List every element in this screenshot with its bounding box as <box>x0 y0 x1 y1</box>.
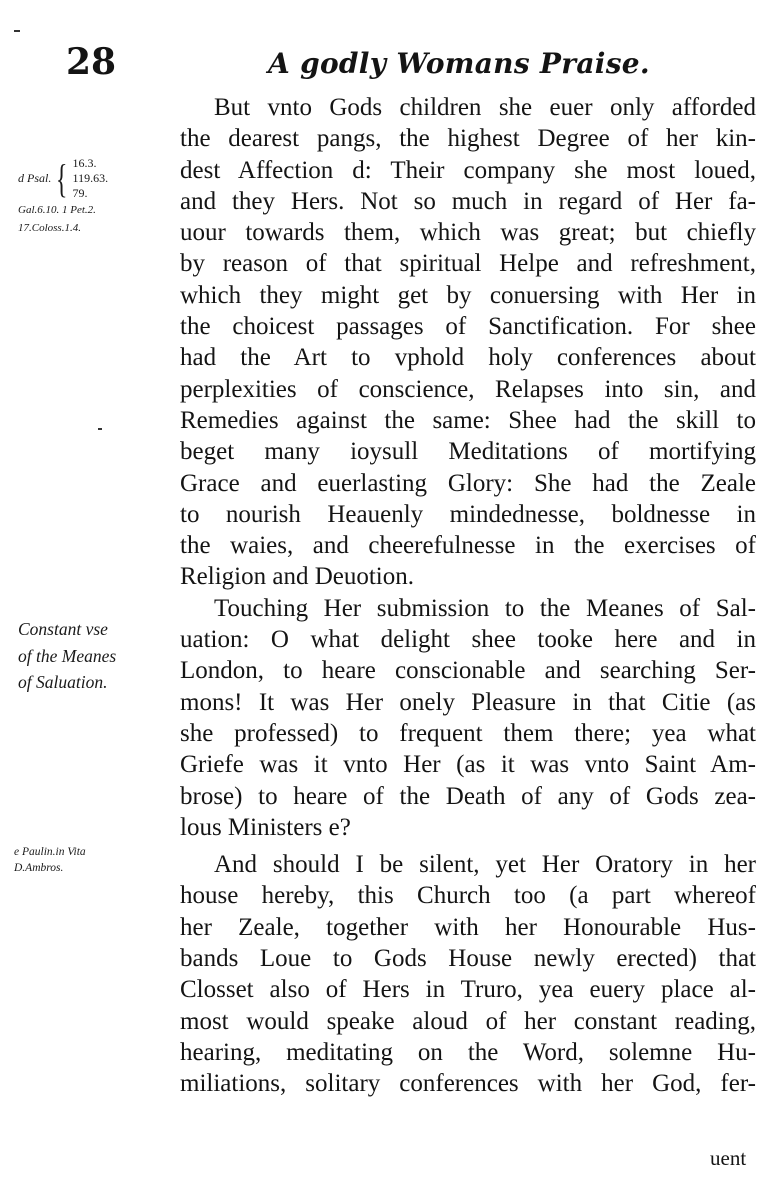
margin-note-line: D.Ambros. <box>14 862 64 874</box>
text-line: brose) to heare of the Death of any of Gods zea- <box>180 782 756 810</box>
brace-glyph: { <box>56 155 68 201</box>
paragraph-1 <box>180 92 756 593</box>
text-line: had the Art to vphold holy conferences about <box>180 344 756 372</box>
print-mark <box>14 30 20 32</box>
text-line: the dearest pangs, the highest Degree of her kin- <box>180 125 756 153</box>
psalm-ref: 79. <box>72 186 88 200</box>
margin-note-line: 17.Coloss.1.4. <box>18 222 81 234</box>
text-line: Religion and Deuotion. <box>180 563 414 591</box>
text-line: she professed) to frequent them there; yea what <box>180 719 756 747</box>
text-line: And should I be silent, yet Her Oratory in her <box>214 851 756 879</box>
text-line: beget many ioysull Meditations of mortifying <box>180 438 756 466</box>
text-line: hearing, meditating on the Word, solemne Hu- <box>180 1038 756 1066</box>
text-line: most would speake aloud of her constant reading, <box>180 1007 756 1035</box>
text-line: the waies, and cheerefulnesse in the exercises of <box>180 532 756 560</box>
text-line: her Zeale, together with her Honourable Hus- <box>180 913 756 941</box>
text-line: perplexities of conscience, Relapses into sin, and <box>180 375 756 403</box>
side-heading-line: of the Meanes <box>18 645 117 666</box>
margin-note-line: Gal.6.10. 1 Pet.2. <box>18 204 96 216</box>
text-line: Touching Her submission to the Meanes of Sal- <box>214 594 756 622</box>
text-line: uour towards them, which was great; but chiefly <box>180 219 756 247</box>
margin-note-e <box>14 844 86 876</box>
text-line: But vnto Gods children she euer only afforded <box>214 94 756 121</box>
text-line: house hereby, this Church too (a part whereof <box>180 882 756 910</box>
psalm-refs <box>73 156 109 201</box>
text-line: and they Hers. Not so much in regard of Her fa- <box>180 187 756 215</box>
psalm-ref: 119.63. <box>72 171 109 185</box>
text-line: to nourish Heauenly mindednesse, boldnesse in <box>180 500 756 528</box>
text-line: miliations, solitary conferences with her God, fer- <box>180 1070 756 1098</box>
margin-note-d <box>18 156 108 237</box>
text-line: Griefe was it vnto Her (as it was vnto Saint Am- <box>180 751 756 779</box>
psalm-reference-group <box>18 156 108 201</box>
body-text <box>180 92 756 1100</box>
psalm-label: d Psal. <box>18 171 52 185</box>
side-heading-line: of Saluation. <box>18 672 108 692</box>
text-line: uation: O what delight shee tooke here and in <box>180 626 756 654</box>
paragraph-3 <box>180 849 756 1099</box>
text-line: London, to heare conscionable and searching Ser- <box>180 657 756 685</box>
text-line: lous Ministers e? <box>180 813 351 841</box>
text-line: mons! It was Her onely Pleasure in that Citie (as <box>180 688 756 716</box>
text-line: Grace and euerlasting Glory: She had the Zeale <box>180 469 756 497</box>
text-line: the choicest passages of Sanctification. For shee <box>180 313 756 341</box>
running-title: A godly Womans Praise. <box>268 47 650 80</box>
text-line: by reason of that spiritual Helpe and refreshment, <box>180 250 756 278</box>
side-heading <box>18 616 116 696</box>
text-line: dest Affection d: Their company she most loued, <box>180 156 756 184</box>
text-line: bands Loue to Gods House newly erected) that <box>180 945 756 973</box>
catchword: uent <box>710 1146 747 1170</box>
print-mark <box>98 428 102 430</box>
text-line: Closset also of Hers in Truro, yea euery place al- <box>180 976 756 1004</box>
text-line: Remedies against the same: Shee had the skill to <box>180 406 756 434</box>
margin-note-line: e Paulin.in Vita <box>14 846 86 858</box>
psalm-ref: 16.3. <box>72 156 97 170</box>
side-heading-line: Constant vse <box>18 619 108 639</box>
text-line: which they might get by conuersing with Her in <box>180 281 756 309</box>
page-number: 28 <box>66 41 117 83</box>
paragraph-2 <box>180 593 756 843</box>
